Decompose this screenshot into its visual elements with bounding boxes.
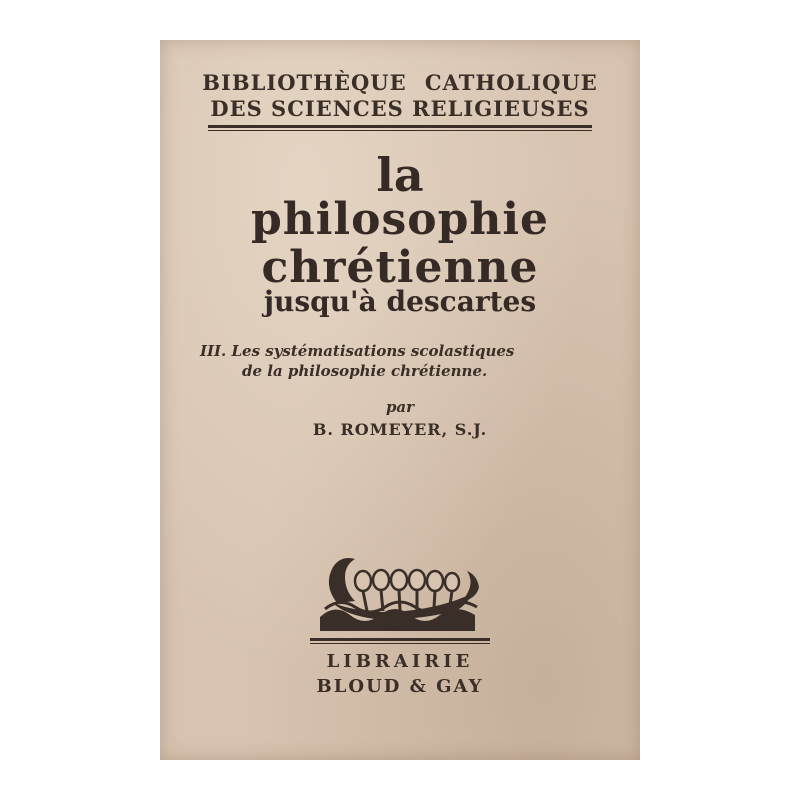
header-rule-thick — [208, 125, 592, 128]
publisher-rule-thin — [310, 643, 490, 644]
title-line-3: chrétienne — [261, 242, 539, 293]
subtitle-line-1: III. Les systématisations scolastiques — [200, 342, 515, 360]
publisher-rule-thick — [310, 638, 490, 641]
publisher-line-1: LIBRAIRIE — [326, 651, 474, 672]
title-line-1: la — [376, 148, 424, 202]
book-cover — [160, 40, 640, 760]
series-title-line-1: BIBLIOTHÈQUE CATHOLIQUE — [202, 70, 598, 95]
title-line-2: philosophie — [250, 194, 550, 245]
header-rule-thin — [208, 130, 592, 131]
subtitle-line-2: de la philosophie chrétienne. — [242, 362, 488, 380]
publisher-ship-emblem-icon — [315, 545, 485, 635]
series-title-line-2: DES SCIENCES RELIGIEUSES — [210, 96, 590, 121]
byline-par: par — [385, 398, 415, 416]
title-line-4: jusqu'à descartes — [263, 285, 537, 318]
publisher-line-2: BLOUD & GAY — [316, 676, 484, 697]
author-name: B. ROMEYER, S.J. — [312, 420, 488, 439]
